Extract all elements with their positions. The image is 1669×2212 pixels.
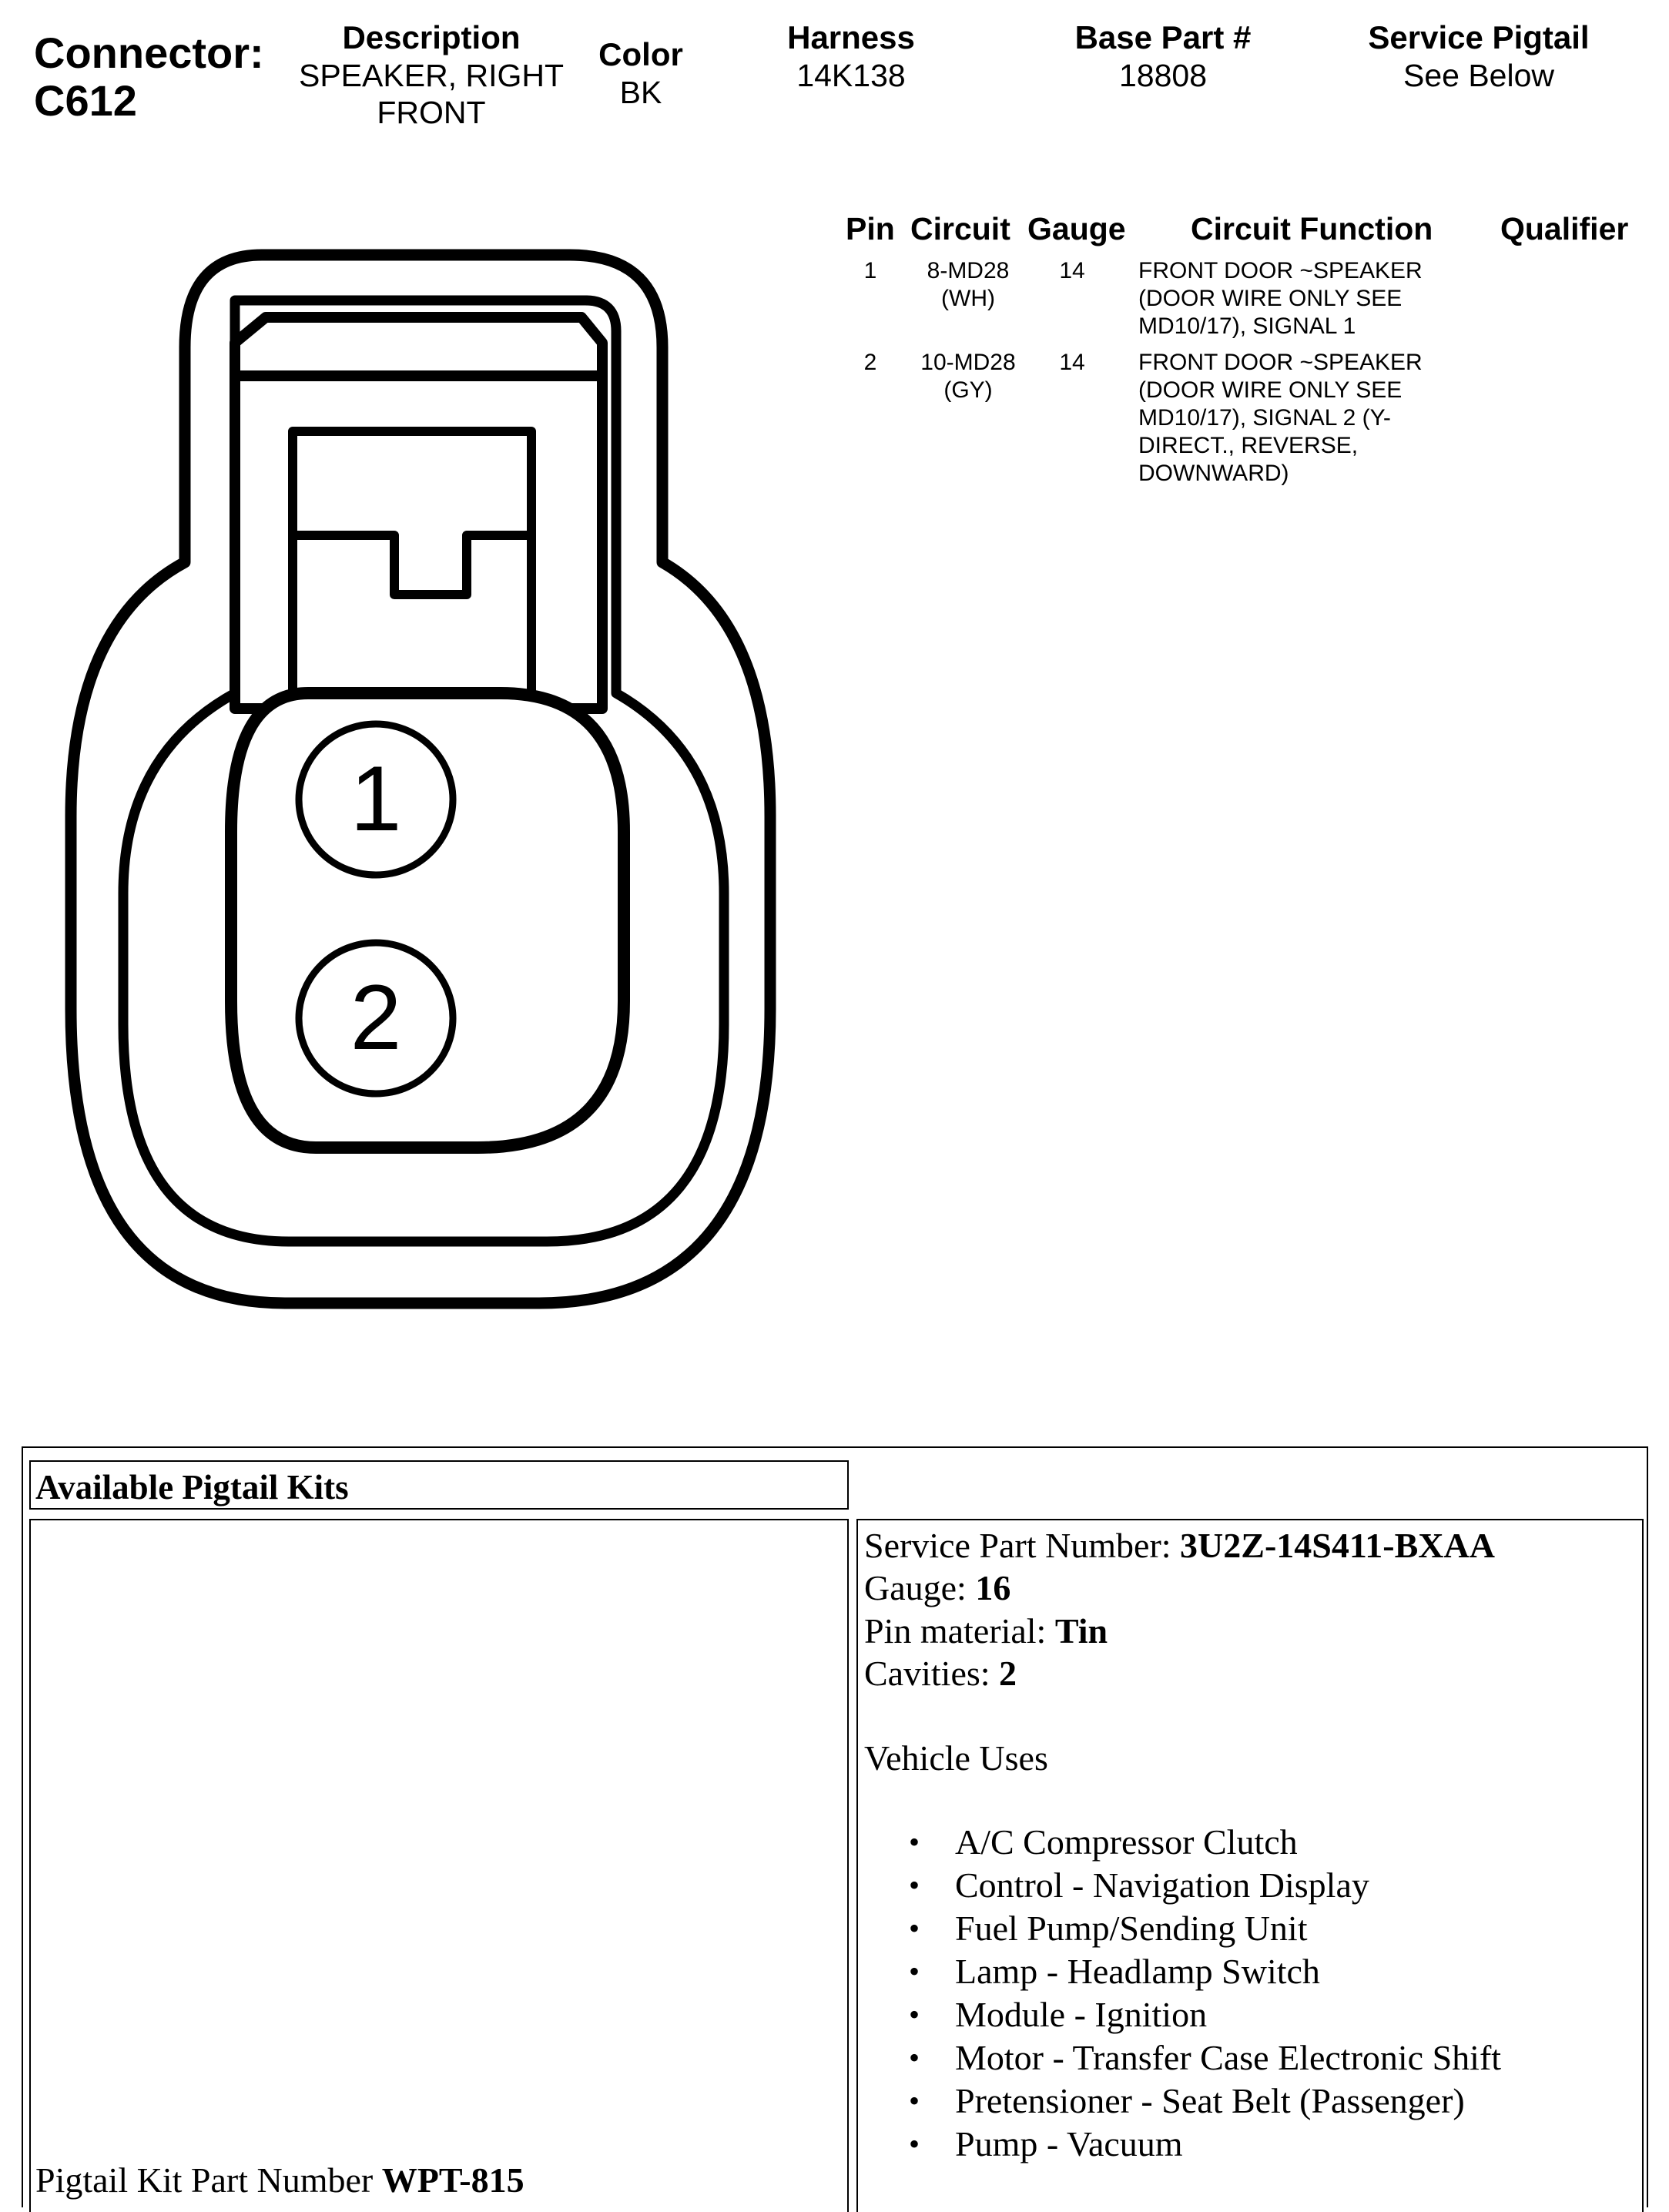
connector-title [34, 29, 264, 125]
kit-part-value: WPT-815 [381, 2160, 524, 2200]
connector-face-diagram [46, 231, 801, 1325]
function-line: (DOOR WIRE ONLY SEE [1138, 286, 1403, 311]
base-part-value: 18808 [1118, 58, 1207, 93]
pin-material-value: Tin [1054, 1611, 1108, 1651]
gauge-cell: 14 [1059, 350, 1085, 375]
vehicle-uses-heading: Vehicle Uses [864, 1738, 1048, 1778]
service-part-label: Service Part Number: [864, 1526, 1181, 1565]
connector-header [0, 0, 1669, 154]
pigtail-spec-cell [856, 1519, 1644, 2212]
list-item: • Pretensioner - Seat Belt (Passenger) [909, 2080, 1501, 2123]
cavities [864, 1653, 1017, 1694]
pigtail-title: Available Pigtail Kits [35, 1468, 349, 1507]
circuit-cell [910, 349, 1026, 404]
gauge-heading: Gauge [1027, 211, 1126, 246]
kit-part-label: Pigtail Kit Part Number [35, 2160, 382, 2200]
pin-cavity-outline [231, 693, 624, 1148]
base-part-heading: Base Part # [1074, 19, 1252, 55]
pigtail-kit-part-number [35, 2160, 524, 2201]
service-part-number [864, 1525, 1495, 1567]
connector-id: C612 [34, 76, 137, 125]
pin-number: 1 [863, 258, 877, 283]
list-item: • A/C Compressor Clutch [909, 1821, 1501, 1864]
list-item: • Pump - Vacuum [909, 2123, 1501, 2166]
pin-number: 2 [863, 350, 877, 375]
cavities-label: Cavities: [864, 1654, 1000, 1693]
pin-material-label: Pin material: [864, 1611, 1055, 1651]
pin-material [864, 1610, 1108, 1652]
list-item: • Lamp - Headlamp Switch [909, 1950, 1501, 1993]
harness-value: 14K138 [796, 58, 906, 93]
list-item: • Fuel Pump/Sending Unit [909, 1907, 1501, 1950]
function-line: FRONT DOOR ~SPEAKER [1138, 350, 1423, 375]
color-heading: Color [598, 36, 683, 72]
harness-column [739, 18, 963, 94]
gauge-cell: 14 [1059, 258, 1085, 283]
description-value-line1: SPEAKER, RIGHT [298, 58, 564, 93]
circuit-function-heading: Circuit Function [1191, 211, 1433, 246]
circuit-color: (GY) [943, 377, 993, 403]
service-pigtail-column [1340, 18, 1617, 94]
pigtail-kits-section [22, 1446, 1648, 2207]
list-item: • Control - Navigation Display [909, 1864, 1501, 1907]
lock-window-outline [293, 431, 531, 709]
pigtail-gauge-value: 16 [975, 1568, 1011, 1607]
circuit-function-cell [1138, 349, 1477, 488]
vehicle-uses-list [909, 1821, 1501, 2166]
function-line: MD10/17), SIGNAL 1 [1138, 313, 1356, 339]
circuit-cell [910, 257, 1026, 313]
color-column [579, 35, 702, 111]
connector-label: Connector: [34, 28, 264, 77]
lock-window-notch [293, 535, 531, 595]
list-item: • Motor - Transfer Case Electronic Shift [909, 2036, 1501, 2080]
function-line: MD10/17), SIGNAL 2 (Y- [1138, 405, 1391, 431]
circuit-id: 8-MD28 [927, 258, 1010, 283]
function-line: DOWNWARD) [1138, 461, 1289, 486]
pin-1-label: 1 [350, 747, 402, 850]
service-part-value: 3U2Z-14S411-BXAA [1180, 1526, 1495, 1565]
circuit-heading: Circuit [910, 211, 1010, 246]
description-column [277, 18, 585, 131]
circuit-color: (WH) [941, 286, 995, 311]
function-line: (DOOR WIRE ONLY SEE [1138, 377, 1403, 403]
function-line: DIRECT., REVERSE, [1138, 433, 1359, 458]
circuit-id: 10-MD28 [920, 350, 1016, 375]
harness-heading: Harness [787, 19, 915, 55]
color-value: BK [619, 75, 662, 110]
pin-2-label: 2 [350, 966, 402, 1069]
pin-heading: Pin [846, 211, 895, 246]
cavities-value: 2 [999, 1654, 1017, 1693]
pigtail-kit-cell [29, 1519, 849, 2212]
service-pigtail-heading: Service Pigtail [1368, 19, 1590, 55]
pigtail-gauge-label: Gauge: [864, 1568, 976, 1607]
function-line: FRONT DOOR ~SPEAKER [1138, 258, 1423, 283]
pigtail-gauge [864, 1567, 1010, 1609]
service-pigtail-value: See Below [1403, 58, 1554, 93]
base-part-column [1047, 18, 1279, 94]
pigtail-title-cell [29, 1460, 849, 1510]
list-item: • Module - Ignition [909, 1993, 1501, 2036]
description-value-line2: FRONT [377, 95, 486, 130]
circuit-function-cell [1138, 257, 1477, 340]
description-heading: Description [342, 19, 521, 55]
qualifier-heading: Qualifier [1500, 211, 1629, 246]
